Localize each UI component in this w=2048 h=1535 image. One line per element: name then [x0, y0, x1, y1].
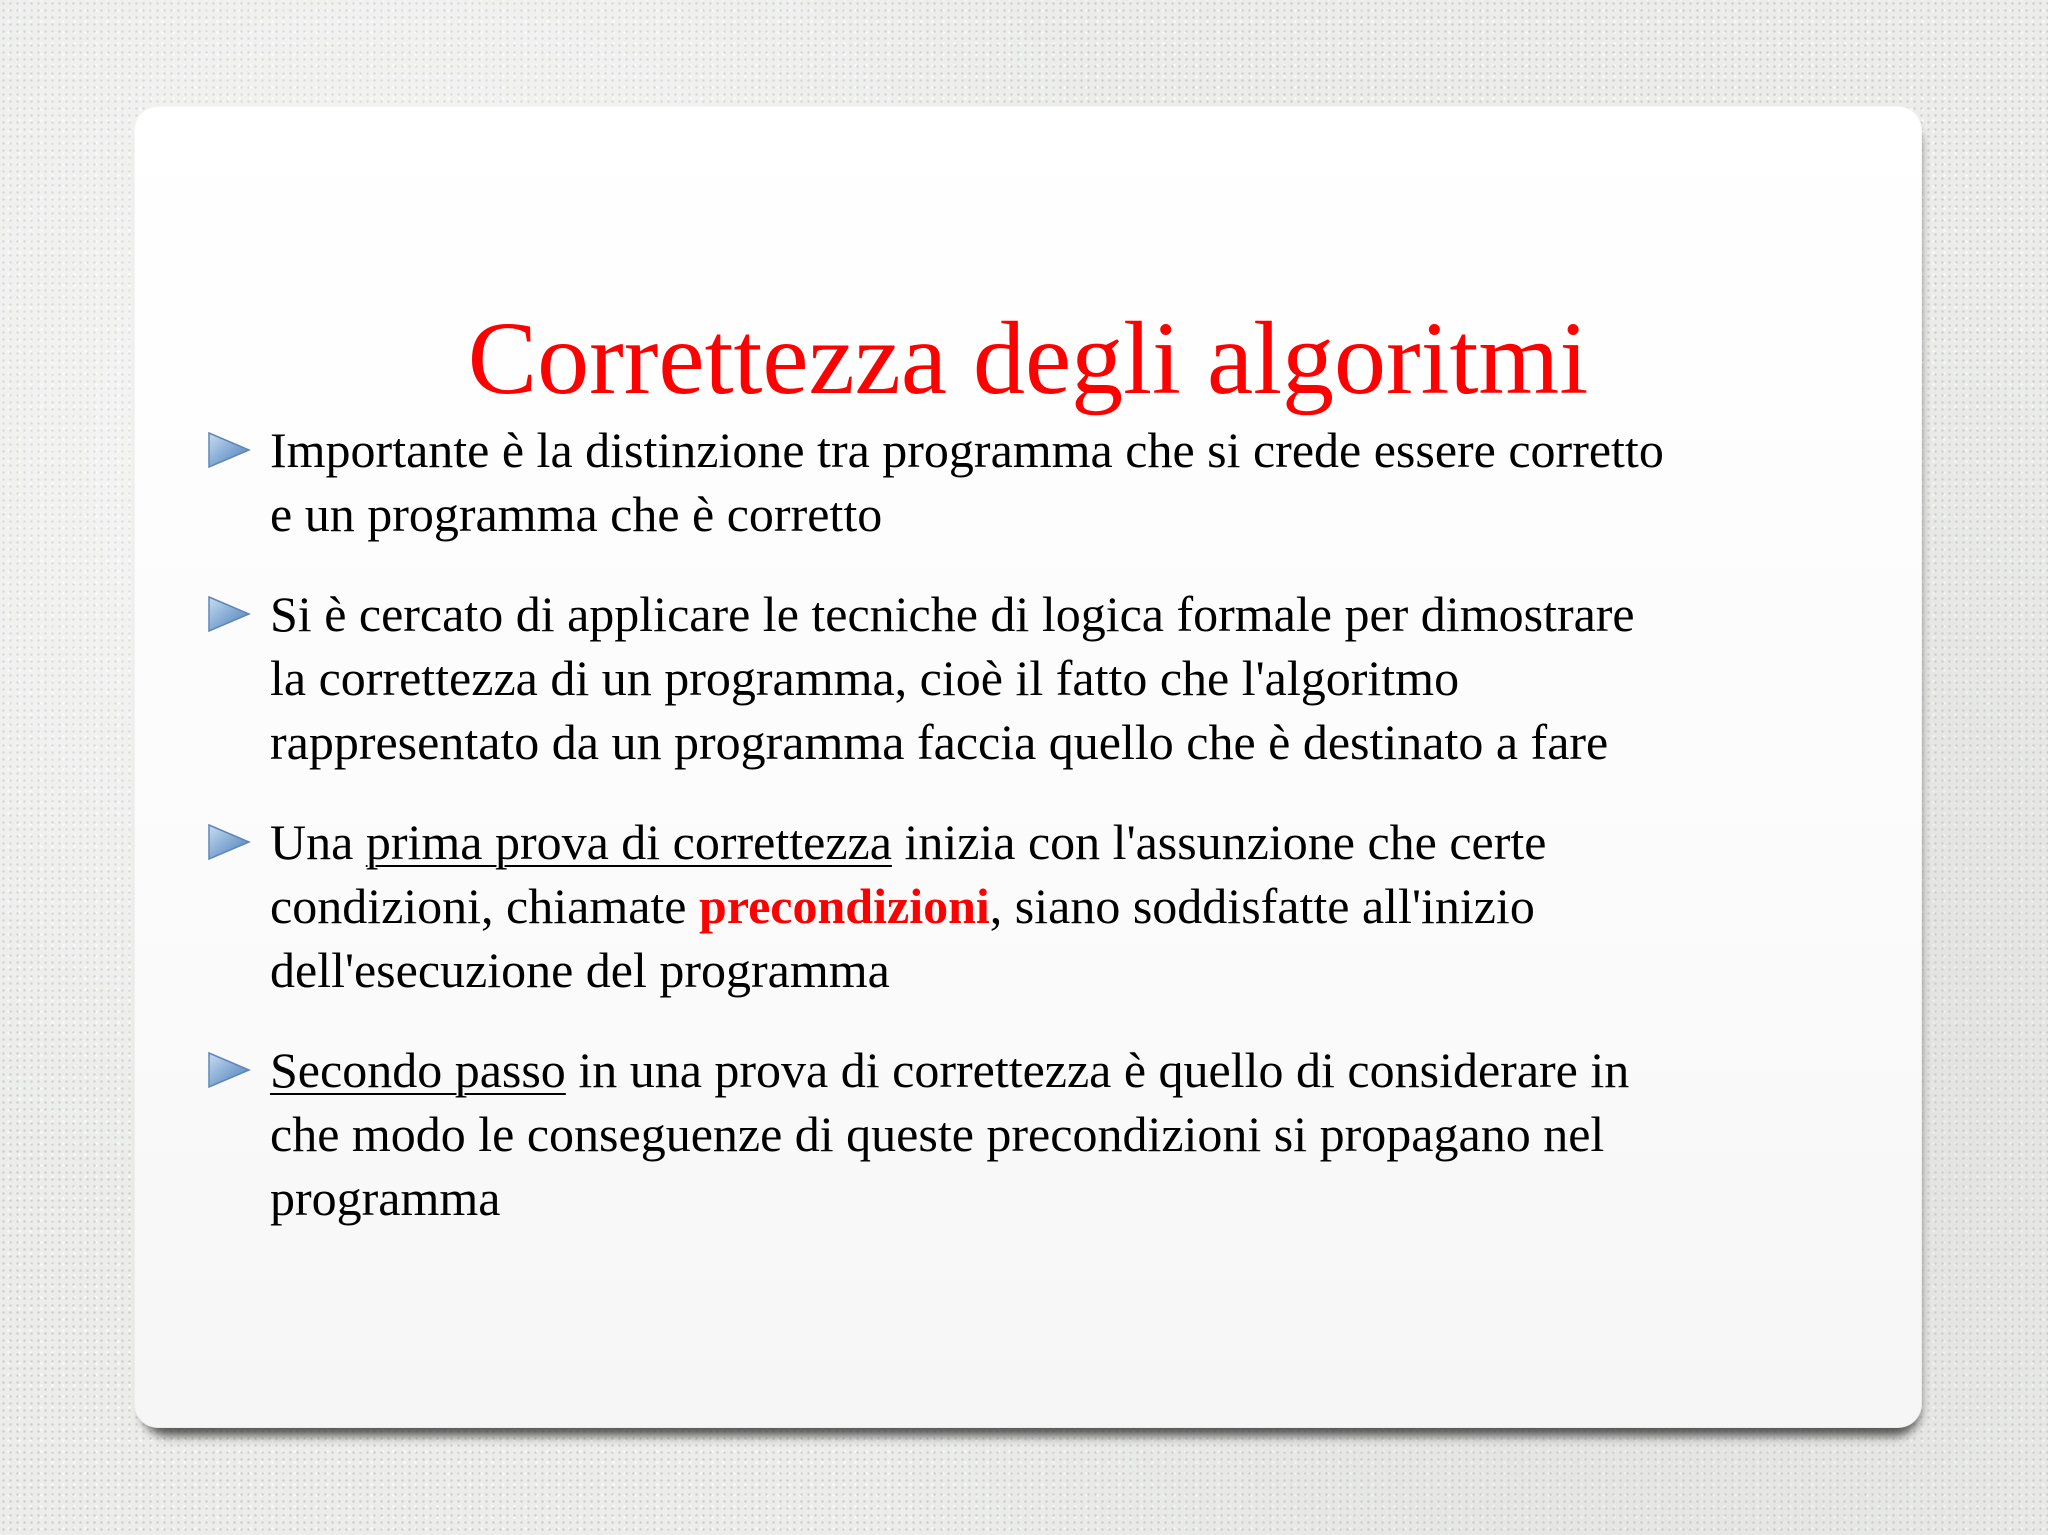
bullet-item: [270, 810, 1870, 1002]
underlined-term: prima prova di correttezza: [365, 814, 892, 870]
bullet-line: che modo le conseguenze di queste precondizioni si propagano nel: [270, 1106, 1605, 1162]
bullet-line: dell'esecuzione del programma: [270, 942, 890, 998]
bullet-line: [270, 810, 1870, 874]
bullet-item: [270, 582, 1870, 774]
bullet-line: Importante è la distinzione tra programma che si crede essere corretto: [270, 422, 1664, 478]
text-segment: in una prova di correttezza è quello di considerare in: [565, 1042, 1630, 1098]
text-segment: condizioni, chiamate: [270, 878, 700, 934]
text-segment: , siano soddisfatte all'inizio: [989, 878, 1535, 934]
bullet-line: e un programma che è corretto: [270, 486, 883, 542]
bullet-line: [270, 874, 1870, 938]
text-segment: inizia con l'assunzione che certe: [891, 814, 1547, 870]
bullet-line: [270, 1038, 1870, 1102]
triangle-right-icon: [206, 430, 252, 470]
underlined-term: Secondo passo: [270, 1042, 566, 1098]
bullet-list: [270, 418, 1870, 1266]
bullet-item: [270, 1038, 1870, 1230]
highlighted-term: precondizioni: [699, 878, 990, 934]
bullet-line: rappresentato da un programma faccia quello che è destinato a fare: [270, 714, 1609, 770]
bullet-line: programma: [270, 1170, 501, 1226]
triangle-right-icon: [206, 1050, 252, 1090]
bullet-line: Si è cercato di applicare le tecniche di logica formale per dimostrare: [270, 586, 1635, 642]
triangle-right-icon: [206, 594, 252, 634]
text-segment: Una: [270, 814, 366, 870]
slide-title: Correttezza degli algoritmi: [467, 301, 1589, 416]
triangle-right-icon: [206, 822, 252, 862]
bullet-item: [270, 418, 1870, 546]
bullet-line: la correttezza di un programma, cioè il fatto che l'algoritmo: [270, 650, 1460, 706]
